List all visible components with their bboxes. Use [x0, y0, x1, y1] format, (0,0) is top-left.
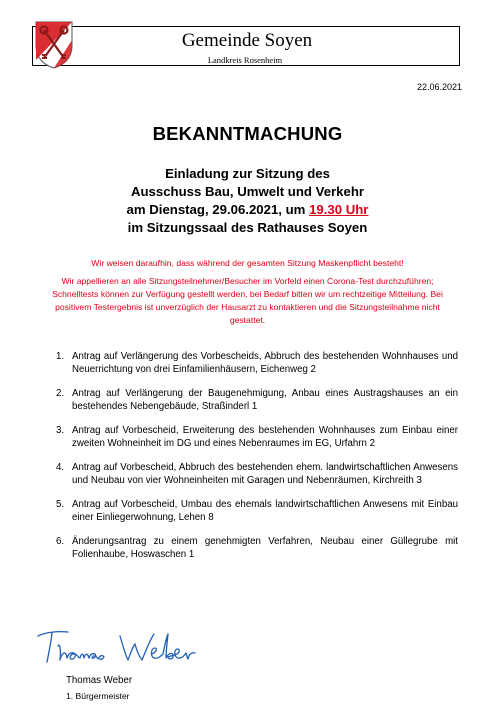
document-title: BEKANNTMACHUNG	[152, 123, 343, 144]
mask-notice: Wir weisen daraufhin, dass während der gesamten Sitzung Maskenpflicht besteht!	[91, 258, 404, 268]
agenda-item	[48, 387, 458, 413]
agenda-item-text: Antrag auf Verlängerung der Baugenehmigung, Anbau eines Austragshauses an ein bestehendes Nebengebäude, Straßinderl 1	[72, 387, 458, 413]
town-name: Gemeinde Soyen	[181, 30, 313, 51]
agenda-item-number: 1.	[56, 351, 65, 362]
signer-role: 1. Bürgermeister	[66, 691, 130, 701]
agenda-item	[48, 424, 458, 450]
invitation-date: am Dienstag, 29.06.2021, um	[126, 202, 310, 217]
covid-notice	[40, 257, 455, 332]
meeting-time: 19.30 Uhr	[309, 202, 369, 217]
agenda-item-number: 4.	[56, 461, 65, 473]
agenda-item-number: 3.	[56, 424, 65, 436]
agenda-list	[48, 350, 458, 571]
agenda-item	[48, 498, 458, 524]
agenda-item-text: Antrag auf Vorbescheid, Abbruch des bestehenden ehem. landwirtschaftlichen Anwesens und Neubau von vier Wohneinheiten mit Garagen und Nebenräumen, Kirchreith 3	[72, 461, 458, 486]
agenda-item	[48, 461, 458, 487]
agenda-item-number: 5.	[56, 498, 65, 510]
district-name: Landkreis Rosenheim	[207, 55, 283, 65]
invitation-line-4: im Sitzungssaal des Rathauses Soyen	[127, 220, 368, 235]
agenda-item-number: 2.	[56, 387, 65, 399]
document-date: 22.06.2021	[416, 82, 462, 92]
handwritten-signature	[34, 622, 214, 672]
invitation-block	[0, 165, 495, 237]
agenda-item-text: Antrag auf Vorbescheid, Erweiterung des bestehenden Wohnhauses zum Einbau einer zweiten Wohneinheit im DG und eines Nebenraumes im EG, Urfahrn 2	[72, 424, 458, 450]
signer-name: Thomas Weber	[66, 675, 133, 686]
agenda-item	[48, 535, 458, 561]
agenda-item-text: Antrag auf Verlängerung des Vorbescheids, Abbruch des bestehenden Wohnhauses und Neuerrichtung von drei Einfamilienhäusern, Eichenweg 2	[72, 351, 458, 376]
agenda-item-text: Antrag auf Vorbescheid, Umbau des ehemals landwirtschaftlichen Anwesens mit Einbau einer Einliegerwohnung, Lehen 8	[72, 498, 458, 523]
test-notice: Wir appellieren an alle Sitzungsteilnehmer/Besucher im Vorfeld einen Corona-Test durchzuführen; Schnelltests können zur Verfügung gestellt werden, bei Bedarf bitten wir um rechtzeitige Mitteilung. Bei positivem Testergebnis ist unverzüglich der Hausarzt zu kontaktieren und die Sitzungsteilnahme nicht gestattet.	[52, 276, 443, 325]
agenda-item-text: Änderungsantrag zu einem genehmigten Verfahren, Neubau einer Güllegrube mit Folienhaube, Hoswaschen 1	[72, 535, 458, 560]
agenda-item	[48, 350, 458, 376]
invitation-line-3	[0, 201, 495, 219]
invitation-line-2: Ausschuss Bau, Umwelt und Verkehr	[130, 184, 365, 199]
invitation-line-1: Einladung zur Sitzung des	[165, 166, 330, 181]
agenda-item-number: 6.	[56, 535, 65, 547]
